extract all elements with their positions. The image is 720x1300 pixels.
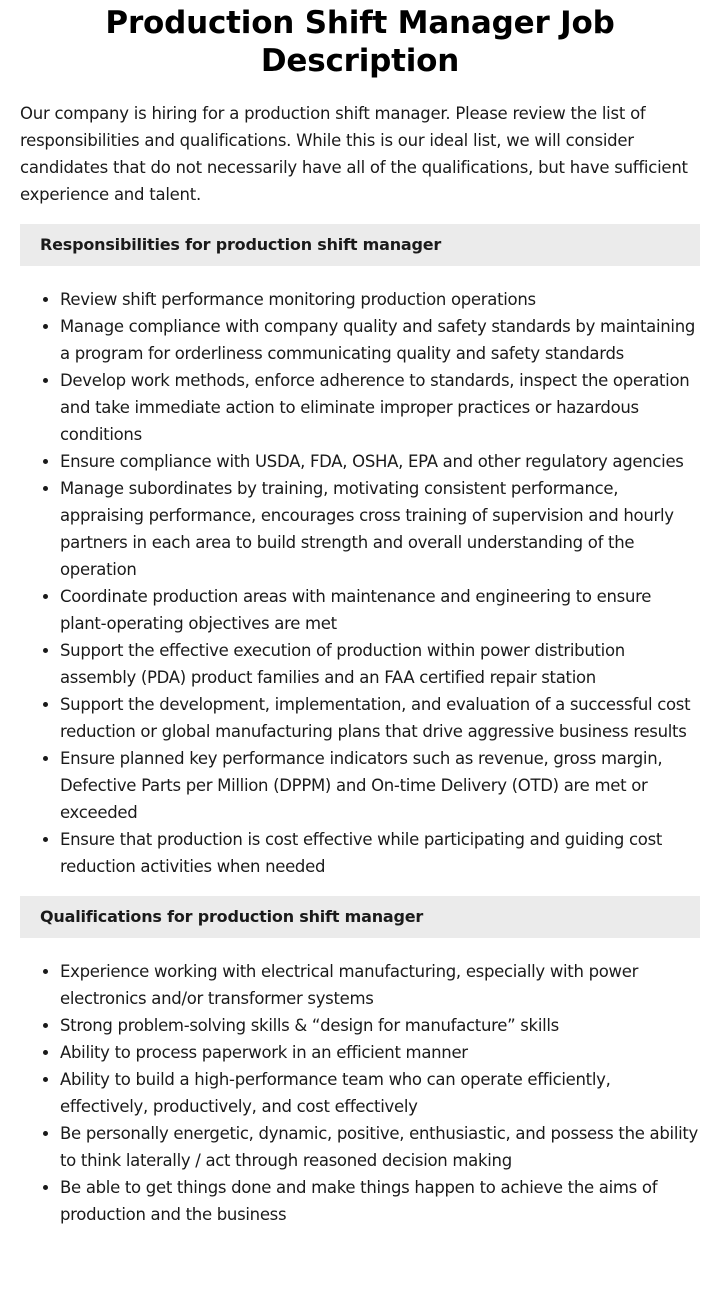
list-item: • Coordinate production areas with maintenance and engineering to ensure plant-operating objectives are met [60, 583, 700, 637]
list-item: • Support the development, implementation, and evaluation of a successful cost reduction or global manufacturing plans that drive aggressive business results [60, 691, 700, 745]
intro-paragraph: Our company is hiring for a production shift manager. Please review the list of responsibilities and qualifications. While this is our ideal list, we will consider candidates that do not necessarily have all of the qualifications, but have sufficient experience and talent. [20, 104, 688, 204]
list-item: • Ensure that production is cost effective while participating and guiding cost reduction activities when needed [60, 826, 700, 880]
responsibilities-list [20, 286, 700, 880]
list-item: • Ability to process paperwork in an efficient manner [60, 1039, 700, 1066]
list-item: • Manage compliance with company quality and safety standards by maintaining a program for orderliness communicating quality and safety standards [60, 313, 700, 367]
list-item: • Develop work methods, enforce adherence to standards, inspect the operation and take immediate action to eliminate improper practices or hazardous conditions [60, 367, 700, 448]
list-item: • Be able to get things done and make things happen to achieve the aims of production and the business [60, 1174, 700, 1228]
list-item: • Strong problem-solving skills & “design for manufacture” skills [60, 1012, 700, 1039]
list-item: • Be personally energetic, dynamic, positive, enthusiastic, and possess the ability to think laterally / act through reasoned decision making [60, 1120, 700, 1174]
qualifications-list [20, 958, 700, 1228]
list-item: • Ability to build a high-performance team who can operate efficiently, effectively, productively, and cost effectively [60, 1066, 700, 1120]
responsibilities-header: Responsibilities for production shift manager [20, 224, 700, 266]
qualifications-header: Qualifications for production shift manager [20, 896, 700, 938]
list-item: • Ensure compliance with USDA, FDA, OSHA, EPA and other regulatory agencies [60, 448, 700, 475]
list-item: • Experience working with electrical manufacturing, especially with power electronics and/or transformer systems [60, 958, 700, 1012]
list-item: • Manage subordinates by training, motivating consistent performance, appraising performance, encourages cross training of supervision and hourly partners in each area to build strength and overall understanding of the operation [60, 475, 700, 583]
list-item: • Support the effective execution of production within power distribution assembly (PDA) product families and an FAA certified repair station [60, 637, 700, 691]
page-title: Production Shift Manager Job Description [105, 5, 615, 79]
list-item: • Ensure planned key performance indicators such as revenue, gross margin, Defective Parts per Million (DPPM) and On-time Delivery (OTD) are met or exceeded [60, 745, 700, 826]
list-item: • Review shift performance monitoring production operations [60, 286, 700, 313]
